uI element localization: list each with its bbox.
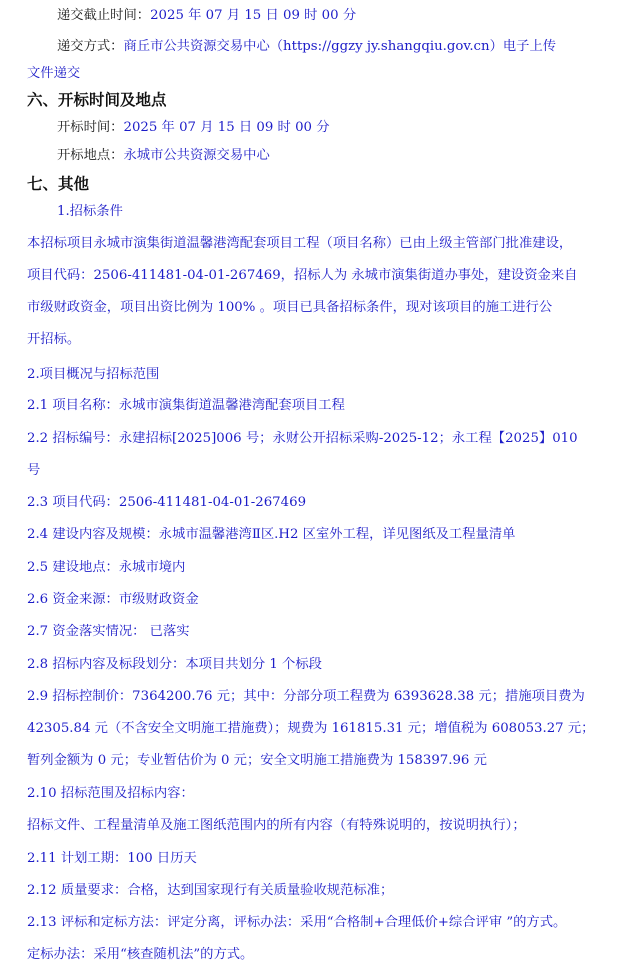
- item-line: 2.10 招标范围及招标内容：: [27, 786, 194, 801]
- conditions-line: 开招标。: [27, 332, 81, 347]
- open-time-line: [57, 119, 330, 137]
- item-line: 2.11 计划工期：100 日历天: [27, 851, 197, 866]
- item-line: 2.4 建设内容及规模：永城市温馨港湾Ⅱ区.H2 区室外工程，详见图纸及工程量清单: [27, 527, 516, 542]
- section-6-heading: 六、开标时间及地点: [27, 90, 167, 109]
- section-7-heading: 七、其他: [27, 174, 90, 193]
- conditions-line: 市级财政资金，项目出资比例为 100% 。项目已具备招标条件，现对该项目的施工进行公: [27, 300, 553, 315]
- item-line: 2.5 建设地点：永城市境内: [27, 560, 186, 575]
- deadline-label: 递交截止时间：: [57, 8, 151, 23]
- item-line: 号: [27, 463, 41, 478]
- open-time-label: 开标时间：: [57, 120, 124, 135]
- item-line: 暂列金额为 0 元；专业暂估价为 0 元；安全文明施工措施费为 158397.96 元: [27, 753, 487, 768]
- method-value: 商丘市公共资源交易中心（https://ggzy jy.shangqiu.gov.cn）电子上传: [123, 39, 557, 54]
- open-place-value: 永城市公共资源交易中心: [123, 148, 270, 163]
- open-time-value: 2025 年 07 月 15 日 09 时 00 分: [123, 120, 330, 135]
- sub-heading-overview: 2.项目概况与招标范围: [27, 367, 160, 382]
- item-line: 定标办法：采用“核查随机法”的方式。: [27, 947, 254, 962]
- method-value-cont: 文件递交: [27, 66, 81, 81]
- open-place-line: [57, 147, 270, 165]
- item-line: 招标文件、工程量清单及施工图纸范围内的所有内容（有特殊说明的，按说明执行）；: [27, 818, 526, 833]
- conditions-line: 本招标项目永城市演集街道温馨港湾配套项目工程（项目名称）已由上级主管部门批准建设，: [27, 236, 573, 251]
- item-line: 2.13 评标和定标方法：评定分离，评标办法：采用“合格制+合理低价+综合评审 ”的方式。: [27, 915, 567, 930]
- deadline-value: 2025 年 07 月 15 日 09 时 00 分: [150, 8, 357, 23]
- open-place-label: 开标地点：: [57, 148, 124, 163]
- item-line: 42305.84 元（不含安全文明施工措施费）；规费为 161815.31 元；增值税为 608053.27 元；: [27, 721, 595, 736]
- item-line: 2.9 招标控制价：7364200.76 元；其中：分部分项工程费为 6393628.38 元；措施项目费为: [27, 689, 585, 704]
- method-line: [57, 38, 556, 56]
- conditions-line: 项目代码：2506-411481-04-01-267469，招标人为 永城市演集街道办事处，建设资金来自: [27, 268, 578, 283]
- item-line: 2.6 资金来源：市级财政资金: [27, 592, 199, 607]
- item-line: 2.1 项目名称：永城市演集街道温馨港湾配套项目工程: [27, 398, 345, 413]
- method-label: 递交方式：: [57, 39, 124, 54]
- item-line: 2.8 招标内容及标段划分：本项目共划分 1 个标段: [27, 657, 322, 672]
- sub-heading-conditions: 1.招标条件: [57, 204, 123, 219]
- deadline-line: [57, 7, 356, 25]
- item-line: 2.12 质量要求：合格，达到国家现行有关质量验收规范标准；: [27, 883, 394, 898]
- item-line: 2.2 招标编号：永建招标[2025]006 号；永财公开招标采购-2025-12；永工程【2025】010: [27, 431, 578, 446]
- item-line: 2.7 资金落实情况： 已落实: [27, 624, 190, 639]
- item-line: 2.3 项目代码：2506-411481-04-01-267469: [27, 495, 307, 510]
